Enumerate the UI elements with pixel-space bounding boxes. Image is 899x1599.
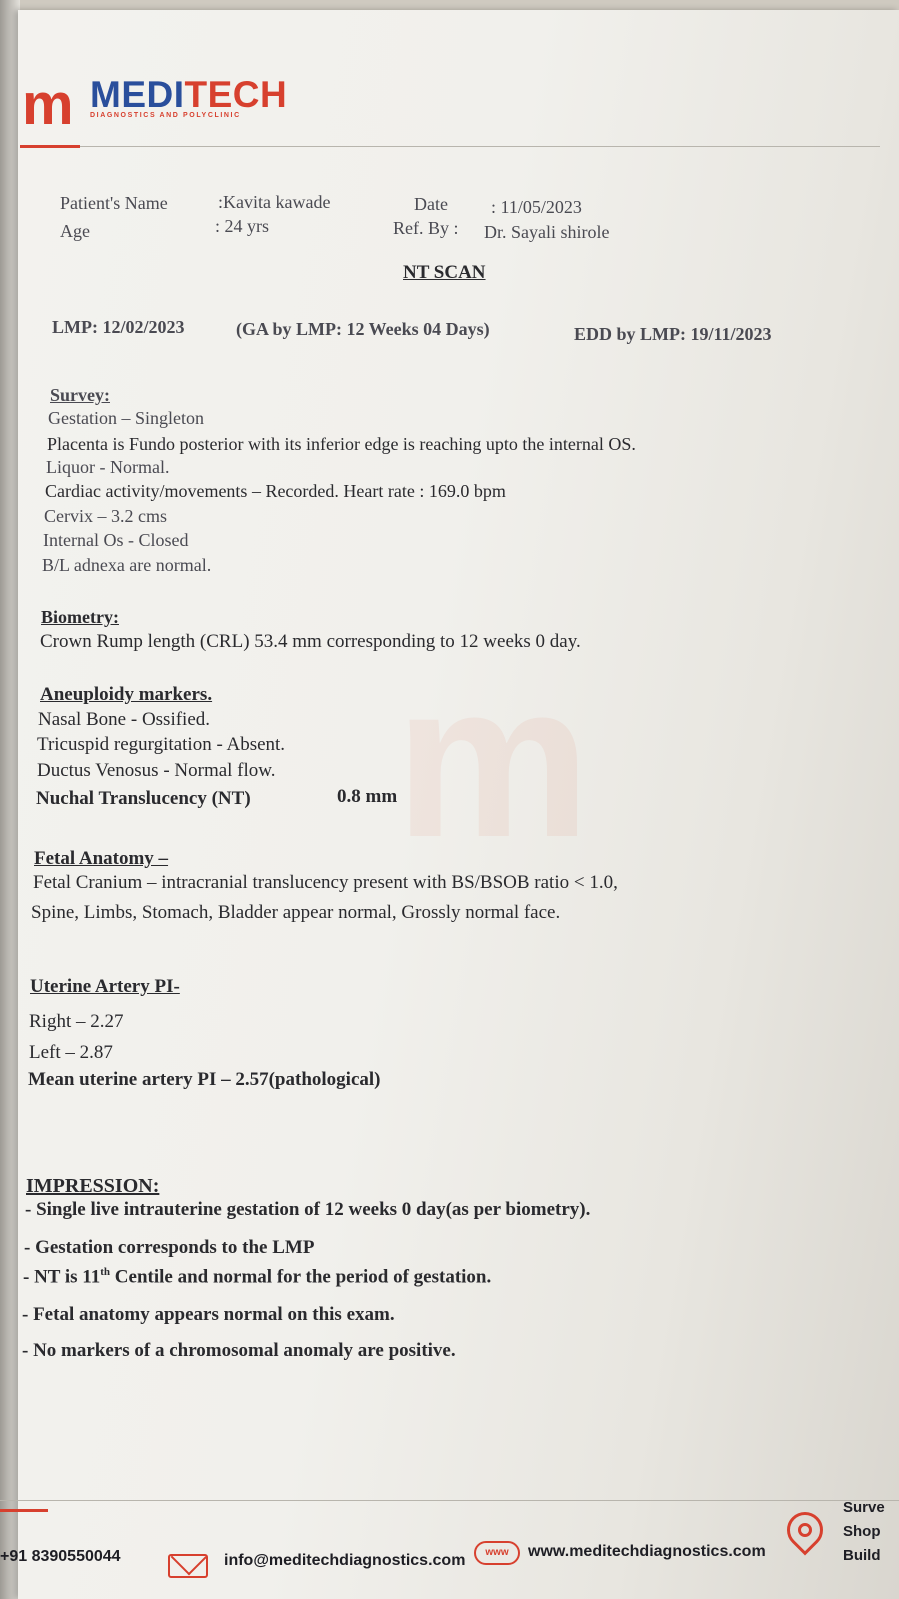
brand-name-part2: TECH — [184, 74, 288, 115]
nt-label: Nuchal Translucency (NT) — [36, 788, 251, 809]
impression-nt-ordinal: th — [100, 1266, 111, 1278]
impression-line — [23, 1266, 491, 1288]
email-icon — [168, 1554, 208, 1578]
footer-email: info@meditechdiagnostics.com — [224, 1552, 466, 1569]
impression-line: - No markers of a chromosomal anomaly are positive. — [22, 1340, 456, 1361]
aneuploidy-line: Tricuspid regurgitation - Absent. — [37, 734, 286, 755]
ref-by-value: Dr. Sayali shirole — [484, 222, 610, 242]
brand-name-part1: MEDI — [90, 74, 185, 115]
impression-line: - Fetal anatomy appears normal on this exam. — [22, 1304, 395, 1325]
footer-address-line: Shop — [843, 1523, 881, 1540]
footer-address-line: Surve — [843, 1499, 885, 1516]
globe-icon: www — [474, 1541, 520, 1565]
book-spine-edge — [0, 0, 20, 1599]
fetal-anatomy-line: Spine, Limbs, Stomach, Bladder appear normal, Grossly normal face. — [31, 902, 561, 923]
survey-line: Gestation – Singleton — [48, 408, 204, 428]
uterine-artery-mean: Mean uterine artery PI – 2.57(pathological) — [28, 1069, 381, 1090]
footer-website: www.meditechdiagnostics.com — [528, 1543, 766, 1560]
ga-by-lmp: (GA by LMP: 12 Weeks 04 Days) — [236, 319, 490, 339]
logo-m-mark: m — [22, 72, 70, 137]
nt-value: 0.8 mm — [337, 786, 398, 807]
footer-address-line: Build — [843, 1547, 881, 1564]
impression-line: - Single live intrauterine gestation of 12 weeks 0 day(as per biometry). — [25, 1199, 591, 1220]
footer-divider — [0, 1500, 899, 1501]
uterine-artery-heading: Uterine Artery PI- — [30, 976, 180, 997]
survey-line: Internal Os - Closed — [43, 530, 189, 550]
date-value: : 11/05/2023 — [491, 197, 582, 217]
crl-line: Crown Rump length (CRL) 53.4 mm corresponding to 12 weeks 0 day. — [40, 631, 581, 652]
header-divider — [20, 146, 880, 147]
brand-name — [90, 74, 287, 116]
biometry-heading: Biometry: — [41, 607, 119, 627]
survey-line: Cardiac activity/movements – Recorded. Heart rate : 169.0 bpm — [45, 481, 506, 501]
aneuploidy-line: Nasal Bone - Ossified. — [38, 709, 211, 730]
lmp-date: LMP: 12/02/2023 — [52, 317, 185, 337]
survey-line: Placenta is Fundo posterior with its inferior edge is reaching upto the internal OS. — [47, 434, 636, 454]
uterine-artery-right: Right – 2.27 — [29, 1011, 124, 1032]
survey-heading: Survey: — [50, 385, 110, 405]
patient-name-label: Patient's Name — [60, 193, 168, 213]
footer-phone: +91 8390550044 — [0, 1548, 121, 1565]
survey-line: Liquor - Normal. — [46, 457, 170, 477]
age-value: : 24 yrs — [215, 216, 269, 236]
impression-nt-prefix: - NT is 11 — [23, 1266, 101, 1288]
fetal-anatomy-line: Fetal Cranium – intracranial translucency present with BS/BSOB ratio < 1.0, — [33, 872, 618, 893]
ref-by-label: Ref. By : — [393, 218, 459, 238]
edd-by-lmp: EDD by LMP: 19/11/2023 — [574, 324, 772, 344]
aneuploidy-line: Ductus Venosus - Normal flow. — [37, 760, 276, 781]
survey-line: Cervix – 3.2 cms — [44, 506, 167, 526]
fetal-anatomy-heading: Fetal Anatomy – — [34, 848, 169, 869]
header-divider-accent — [20, 145, 80, 148]
uterine-artery-left: Left – 2.87 — [29, 1042, 113, 1063]
impression-nt-suffix: Centile and normal for the period of gestation. — [110, 1266, 492, 1288]
date-label: Date — [414, 194, 448, 214]
age-label: Age — [60, 221, 90, 241]
survey-line: B/L adnexa are normal. — [42, 555, 212, 575]
logo-watermark: m — [395, 680, 591, 840]
patient-name-value: :Kavita kawade — [218, 192, 331, 212]
impression-heading: IMPRESSION: — [26, 1175, 160, 1197]
aneuploidy-heading: Aneuploidy markers. — [40, 684, 213, 705]
brand-tagline: DIAGNOSTICS AND POLYCLINIC — [90, 112, 241, 119]
impression-line: - Gestation corresponds to the LMP — [24, 1237, 315, 1258]
report-title: NT SCAN — [403, 262, 486, 283]
footer-divider-accent — [0, 1509, 48, 1512]
